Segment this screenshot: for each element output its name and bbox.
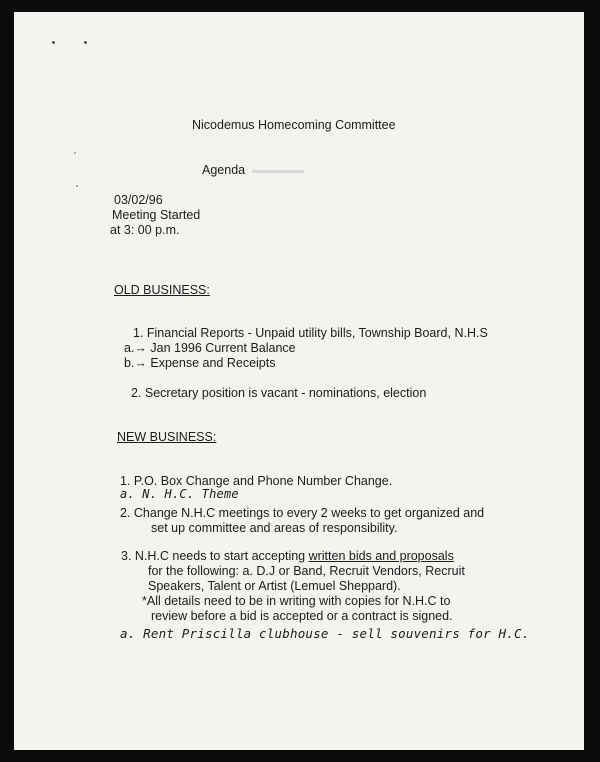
old-item-1a: a.→ Jan 1996 Current Balance <box>124 341 296 355</box>
old-item-2: 2. Secretary position is vacant - nominations, election <box>131 386 427 400</box>
new-item-3-prefix: 3. N.H.C needs to start accepting <box>121 549 309 563</box>
new-item-1: 1. P.O. Box Change and Phone Number Change. <box>120 474 393 488</box>
old-item-1b: b.→ Expense and Receipts <box>124 356 276 370</box>
agenda-label: Agenda <box>202 163 246 177</box>
handwritten-note-clubhouse: a. Rent Priscilla clubhouse - sell souvenirs for H.C. <box>120 626 530 641</box>
document-page <box>14 12 584 750</box>
smudged-text <box>252 170 304 173</box>
page-title: Nicodemus Homecoming Committee <box>192 118 396 132</box>
meeting-date: 03/02/96 <box>114 193 163 207</box>
new-item-3-line4: *All details need to be in writing with copies for N.H.C to <box>142 594 451 608</box>
meeting-started: Meeting Started <box>112 208 201 222</box>
new-item-3-line3: Speakers, Talent or Artist (Lemuel Sheppard). <box>148 579 401 593</box>
ink-speck <box>84 41 87 44</box>
new-item-3-line2: for the following: a. D.J or Band, Recruit Vendors, Recruit <box>148 564 465 578</box>
old-business-heading: OLD BUSINESS: <box>114 283 210 297</box>
ink-speck <box>52 41 55 44</box>
new-item-3-line1 <box>121 549 454 564</box>
ink-speck <box>74 152 76 154</box>
new-item-2-line2: set up committee and areas of responsibility. <box>151 521 398 535</box>
ink-speck <box>76 185 78 187</box>
new-item-3-line5: review before a bid is accepted or a contract is signed. <box>151 609 453 623</box>
handwritten-note-theme: a. N. H.C. Theme <box>120 487 239 501</box>
old-item-1: 1. Financial Reports - Unpaid utility bills, Township Board, N.H.S <box>133 326 488 340</box>
start-time: at 3: 00 p.m. <box>110 223 180 237</box>
new-business-heading: NEW BUSINESS: <box>117 430 217 444</box>
new-item-2-line1: 2. Change N.H.C meetings to every 2 weeks to get organized and <box>120 506 485 520</box>
new-item-3-underlined: written bids and proposals <box>308 549 454 563</box>
